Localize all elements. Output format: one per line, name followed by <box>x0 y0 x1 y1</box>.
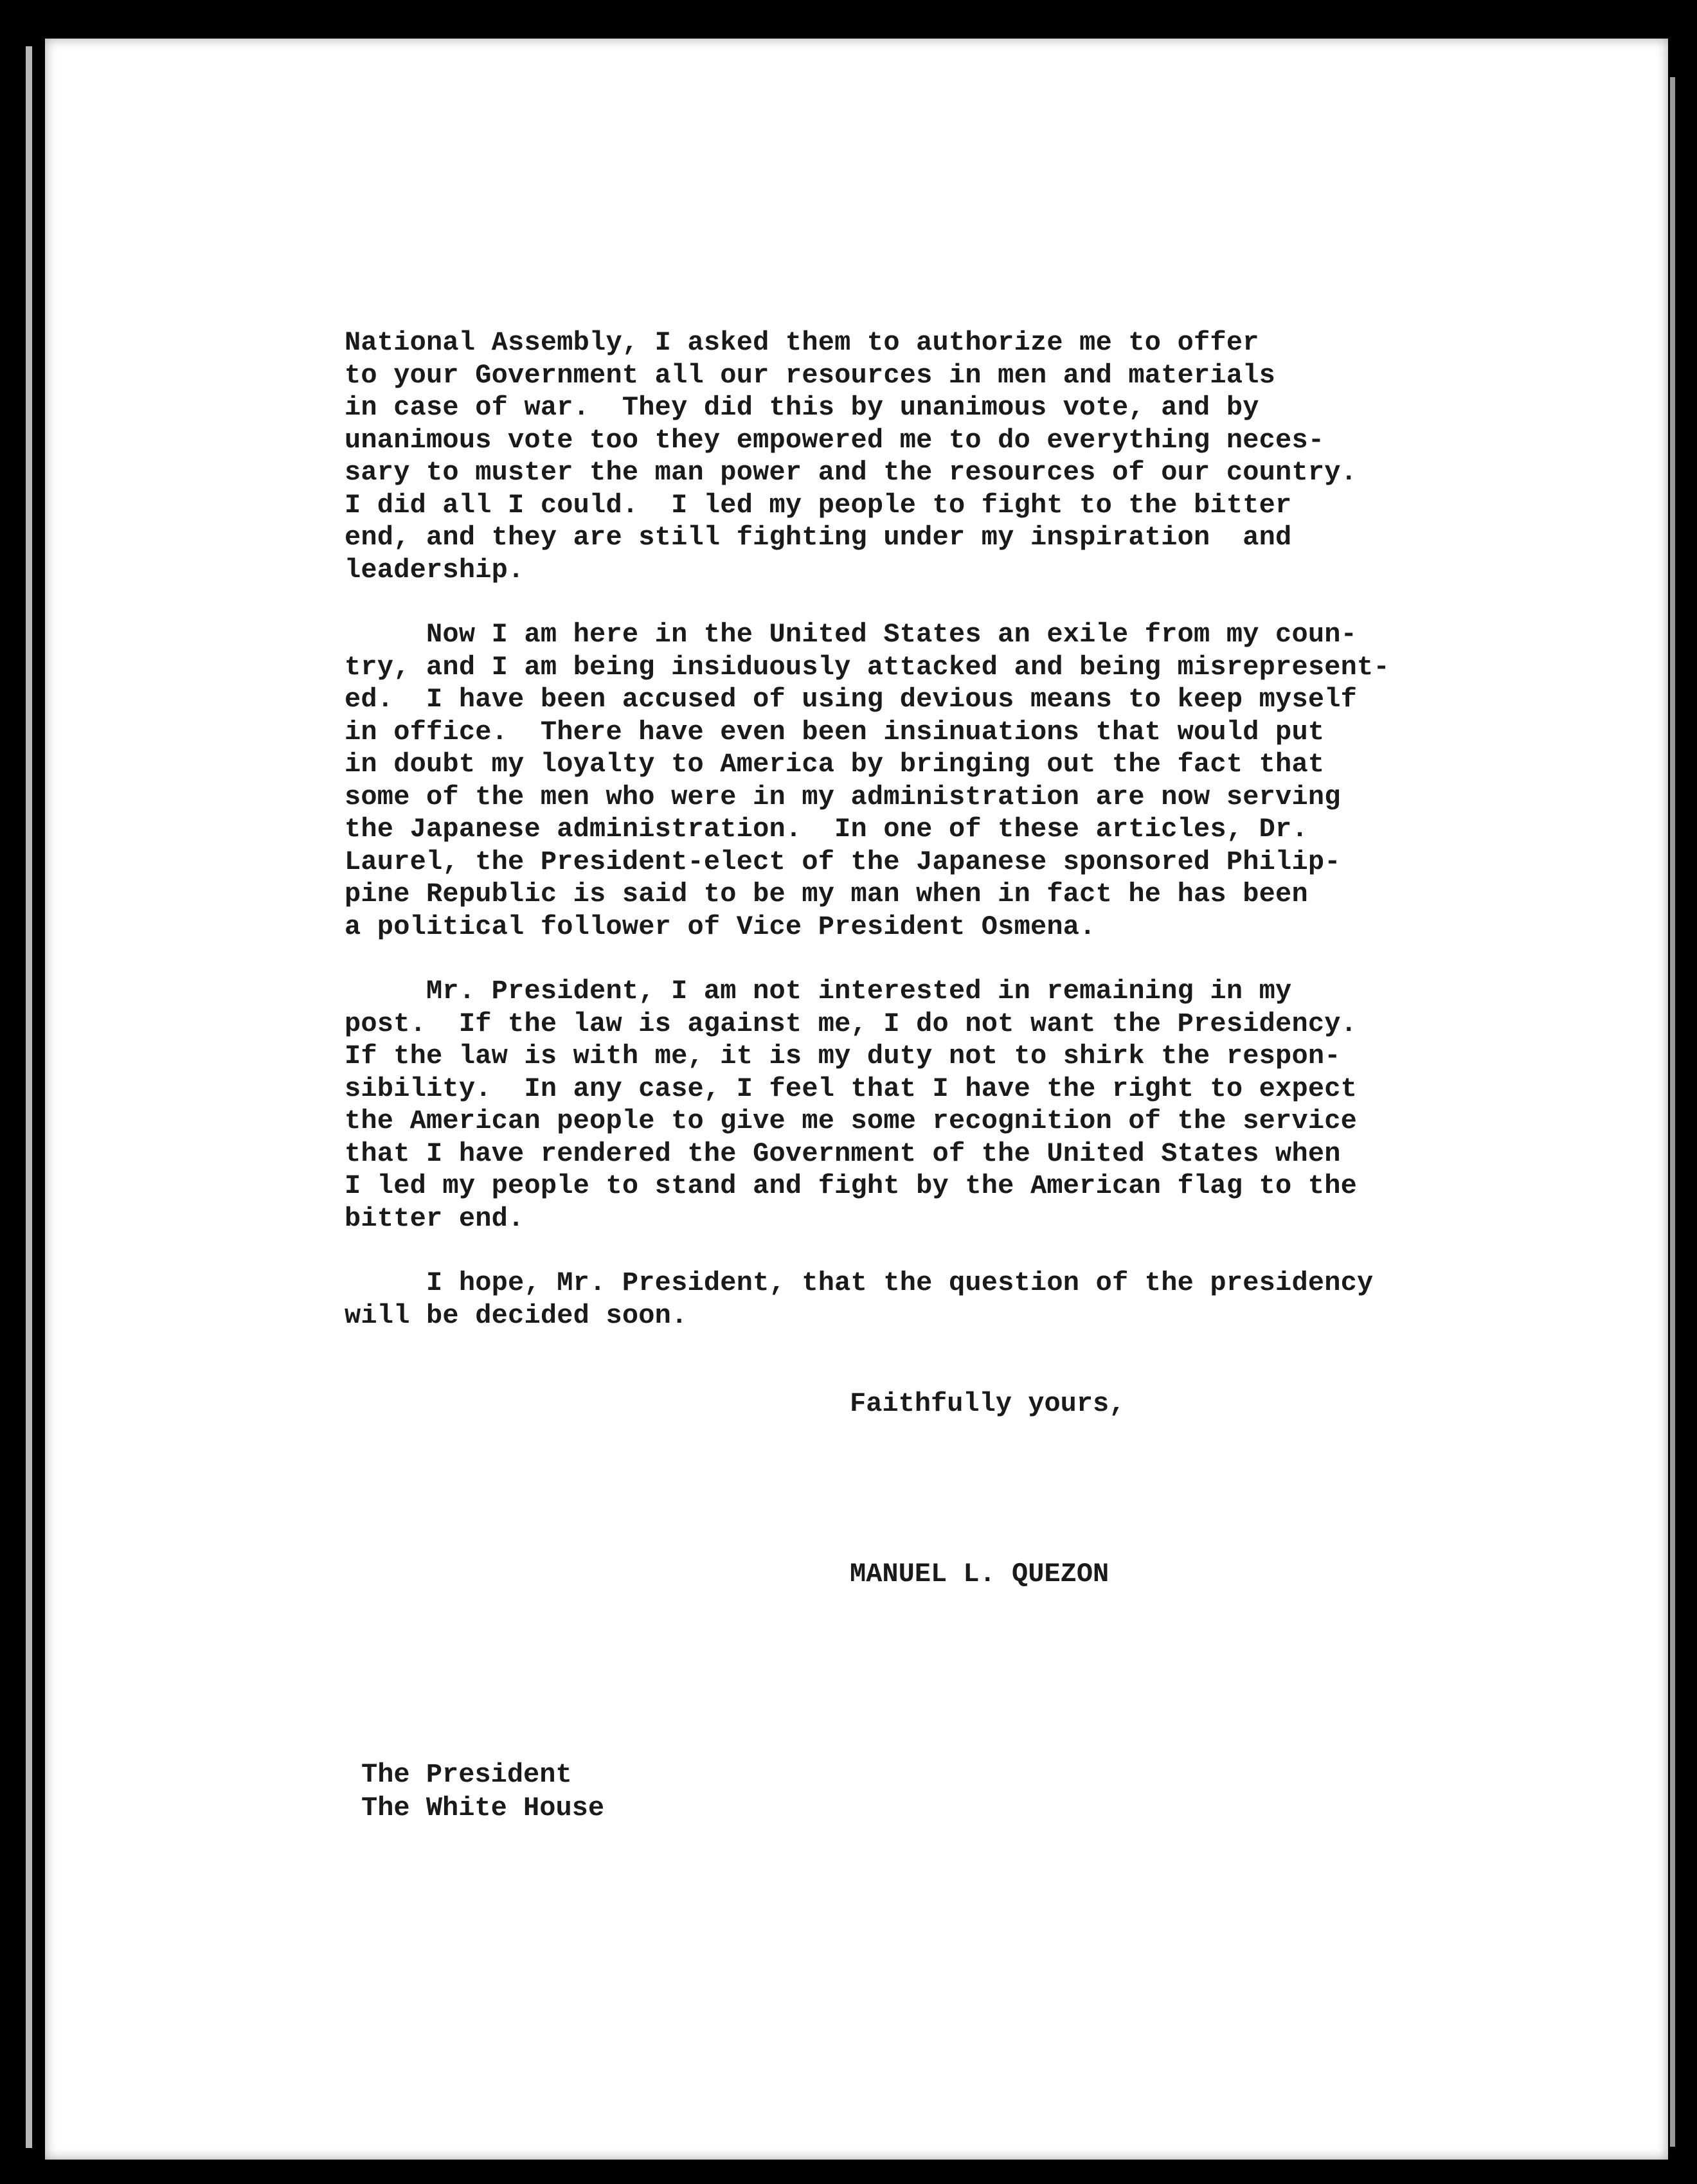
text-line: post. If the law is against me, I do not want the Presidency. <box>345 1008 1358 1039</box>
text-line: Mr. President, I am not interested in remaining in my <box>345 976 1292 1007</box>
page-shadow-edge-right <box>1670 77 1675 2147</box>
text-line: sary to muster the man power and the resources of our country. <box>345 457 1358 488</box>
text-line: leadership. <box>345 554 525 586</box>
text-line: that I have rendered the Government of the United States when <box>345 1138 1341 1169</box>
paragraph-3 <box>345 975 1476 1235</box>
text-line: a political follower of Vice President Osmena. <box>345 911 1096 942</box>
text-line: the Japanese administration. In one of these articles, Dr. <box>345 814 1308 845</box>
text-line: I hope, Mr. President, that the question of the presidency <box>345 1267 1374 1298</box>
text-line: I led my people to stand and fight by the American flag to the <box>345 1170 1358 1201</box>
text-line: pine Republic is said to be my man when in fact he has been <box>345 879 1308 909</box>
paragraph-2 <box>345 618 1476 943</box>
text-line: try, and I am being insiduously attacked and being misrepresent- <box>345 651 1390 683</box>
addressee-block <box>361 1758 604 1825</box>
text-line: Laurel, the President-elect of the Japanese sponsored Philip- <box>345 846 1341 877</box>
addressee-line-2: The White House <box>361 1793 605 1823</box>
text-line: end, and they are still fighting under my inspiration and <box>345 522 1292 553</box>
text-line: National Assembly, I asked them to authorize me to offer <box>345 327 1259 358</box>
text-line: to your Government all our resources in men and materials <box>345 359 1276 391</box>
signer-name: MANUEL L. QUEZON <box>850 1559 1109 1589</box>
text-line: in doubt my loyalty to America by bringing out the fact that <box>345 749 1325 780</box>
text-line: bitter end. <box>345 1203 525 1234</box>
text-line: If the law is with me, it is my duty not to shirk the respon- <box>345 1041 1341 1071</box>
paragraph-4 <box>345 1267 1476 1332</box>
page-shadow-edge <box>26 46 32 2148</box>
addressee-line-1: The President <box>361 1759 572 1790</box>
text-line: I did all I could. I led my people to fight to the bitter <box>345 489 1292 521</box>
complimentary-closing: Faithfully yours, <box>850 1388 1126 1419</box>
text-line: in case of war. They did this by unanimous vote, and by <box>345 392 1259 423</box>
text-line: ed. I have been accused of using devious means to keep myself <box>345 684 1358 715</box>
text-line: unanimous vote too they empowered me to do everything neces- <box>345 424 1325 456</box>
text-line: some of the men who were in my administration are now serving <box>345 781 1341 812</box>
text-line: sibility. In any case, I feel that I have the right to expect <box>345 1073 1358 1104</box>
letter-body <box>345 327 1476 1364</box>
text-line: the American people to give me some recognition of the service <box>345 1105 1358 1136</box>
text-line: will be decided soon. <box>345 1300 688 1331</box>
text-line: in office. There have even been insinuations that would put <box>345 716 1325 747</box>
text-line: Now I am here in the United States an exile from my coun- <box>345 619 1358 650</box>
paragraph-1 <box>345 327 1476 586</box>
